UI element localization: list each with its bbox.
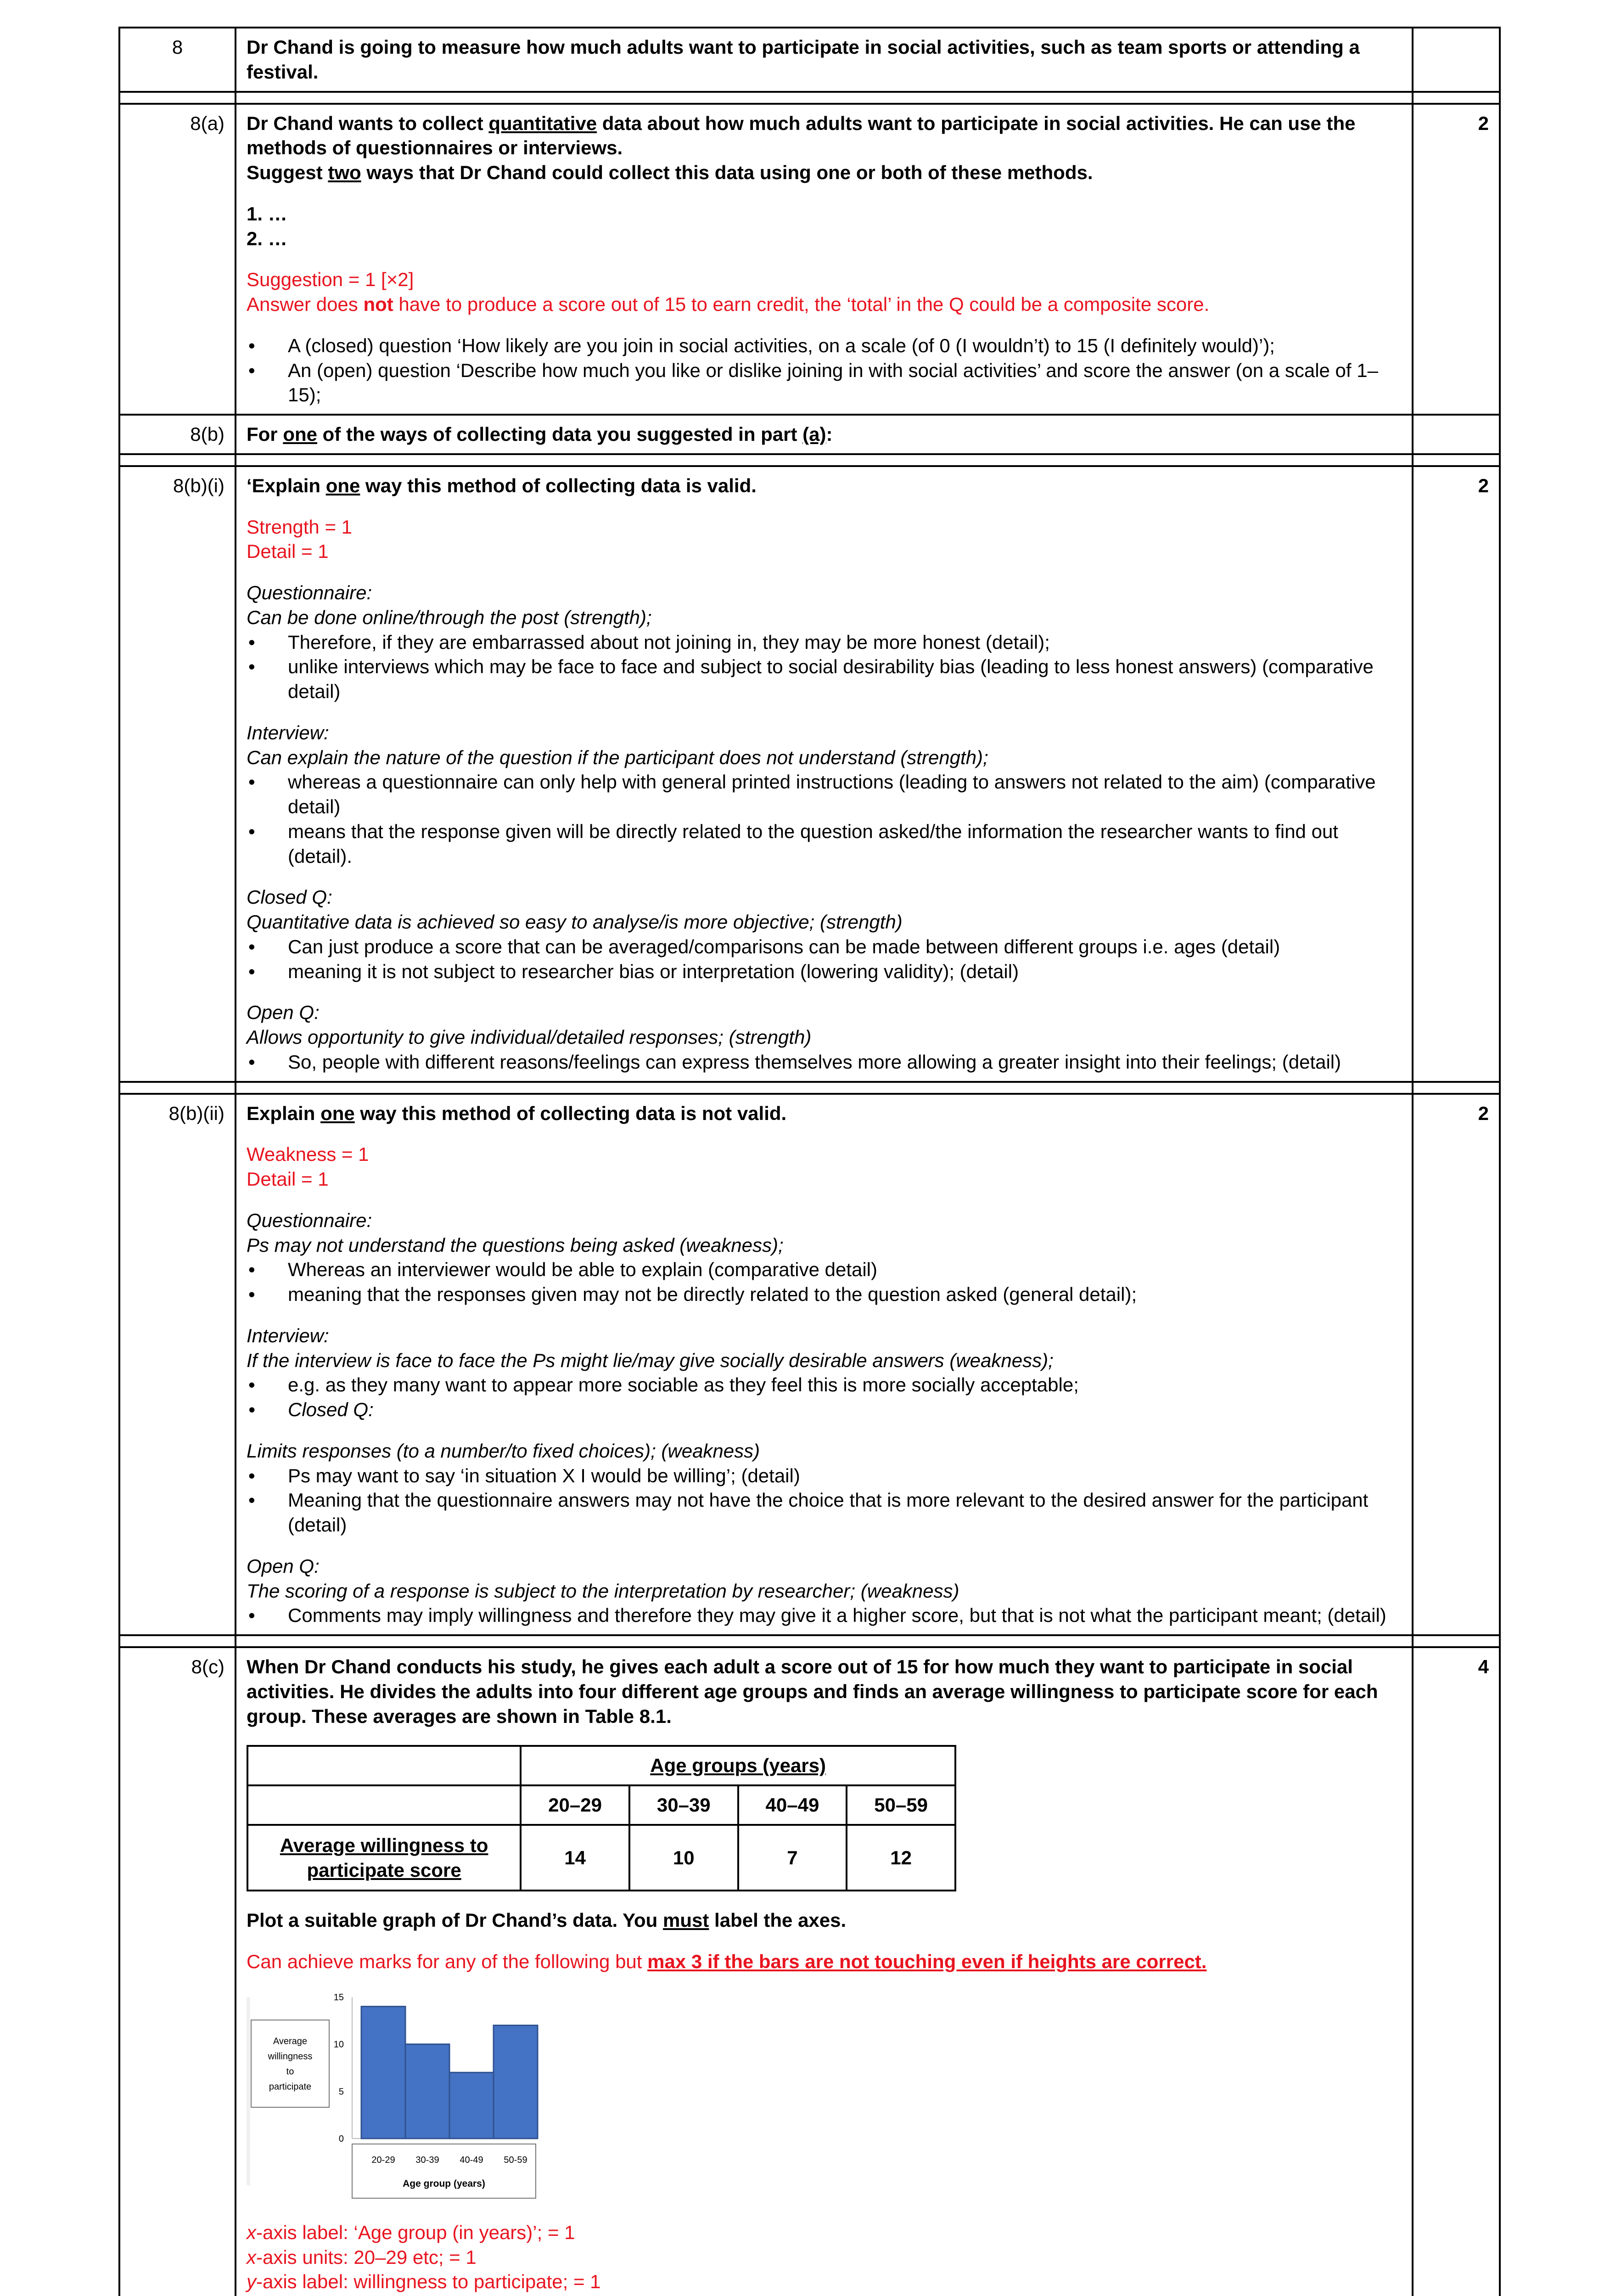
bar-20-29: [361, 2006, 405, 2138]
mark-allocation: Weakness = 1: [247, 1143, 369, 1165]
question-number: 8(c): [119, 1647, 236, 2296]
list-item: • Ps may want to say ‘in situation X I would be willing’; (detail): [247, 1463, 1402, 1488]
question-number: 8(a): [119, 104, 236, 415]
list-item: • e.g. as they many want to appear more sociable as they feel this is more socially acceptable;: [247, 1373, 1402, 1397]
question-instruction: [247, 1908, 1402, 1933]
question-text: [236, 415, 1413, 454]
table-cell: 7: [738, 1825, 847, 1891]
table-header-cell: 20–29: [521, 1785, 629, 1825]
row-spacer: [119, 1635, 1500, 1647]
y-axis-label-line: to: [286, 2066, 294, 2077]
table-row: [247, 1785, 955, 1825]
table-header-cell: 40–49: [738, 1785, 847, 1825]
mark-allocation: Detail = 1: [247, 540, 329, 563]
list-item: • So, people with different reasons/feelings can express themselves more allowing a greater insight into their feelings; (detail): [247, 1050, 1402, 1075]
examiner-note: [247, 292, 1402, 317]
row-q8b: [119, 415, 1500, 454]
y-axis-ticks: [334, 1992, 344, 2144]
answer-bullets: [247, 770, 1402, 868]
question-instruction: [247, 160, 1402, 185]
section-heading: Interview:: [247, 1324, 329, 1346]
question-text: [247, 473, 1402, 498]
chart-shadow: [247, 1997, 250, 2185]
table-cell-empty: [247, 1746, 521, 1785]
text-span: max 3 if the bars are not touching even if heights are correct.: [647, 1951, 1207, 1972]
text-span: one: [325, 474, 360, 496]
y-tick-label: 0: [338, 2133, 344, 2144]
question-text: [247, 1101, 1402, 1126]
text-span: Dr Chand wants to collect: [247, 112, 489, 134]
table-cell: 14: [521, 1825, 629, 1891]
question-text: Dr Chand is going to measure how much adults want to participate in social activities, such as team sports or attending a festival.: [236, 28, 1413, 92]
mark-scheme-table: [118, 27, 1501, 2296]
answer-bullets: [247, 333, 1402, 407]
row-spacer: [119, 454, 1500, 466]
row-q8bi: [119, 466, 1500, 1082]
y-axis-label-line: Average: [273, 2036, 308, 2047]
y-tick-label: 5: [338, 2087, 344, 2097]
text-span: Plot a suitable graph of Dr Chand’s data. You: [247, 1909, 663, 1931]
text-span: way this method of collecting data is valid.: [360, 474, 757, 496]
list-item: • whereas a questionnaire can only help with general printed instructions (leading to answers not related to the aim) (comparative detail): [247, 770, 1402, 819]
list-item: 2. …: [247, 227, 287, 249]
x-tick-label: 40-49: [460, 2155, 483, 2165]
mark-allocation: Strength = 1: [247, 516, 352, 538]
marks-cell: [1413, 28, 1500, 92]
criterion: [247, 2245, 1402, 2270]
mark-allocation: Detail = 1: [247, 1168, 329, 1190]
criterion: [247, 2294, 1402, 2296]
section-heading: Open Q:: [247, 1002, 320, 1024]
bars-group: [361, 2006, 538, 2138]
criteria-list: [247, 2220, 1402, 2296]
answer-cell: [236, 466, 1413, 1082]
row-q8c: [119, 1647, 1500, 2296]
marks-cell: 4: [1413, 1647, 1500, 2296]
answer-bullets: [247, 934, 1402, 984]
examiner-note: [247, 1949, 1402, 1974]
table-row: [247, 1746, 955, 1785]
answer-cell: [236, 1094, 1413, 1636]
mark-scheme-page: [118, 27, 1501, 2296]
text-span: Explain: [247, 1102, 321, 1124]
answer-bullets: [247, 1463, 1402, 1537]
y-axis-label-box: [251, 2020, 329, 2107]
axis-letter: x: [247, 2246, 256, 2268]
y-tick-label: 15: [333, 1992, 344, 2003]
question-number: 8(b)(i): [119, 466, 236, 1082]
table-cell: 10: [629, 1825, 738, 1891]
row-q8a: [119, 104, 1500, 415]
text-span: way this method of collecting data is not valid.: [354, 1102, 787, 1124]
text-span: (a): [802, 423, 826, 445]
x-axis-label: Age group (years): [403, 2178, 485, 2189]
text-span: Answer does: [247, 293, 364, 315]
bar-30-39: [405, 2044, 449, 2138]
list-item: • An (open) question ‘Describe how much you like or dislike joining in with social activities’ and score the answer (on a scale of 1–15);: [247, 358, 1402, 408]
text-span: of the ways of collecting data you suggested in part: [317, 423, 803, 445]
row-q8bii: [119, 1094, 1500, 1636]
answer-bullets: [247, 1603, 1402, 1628]
x-tick-label: 50-59: [504, 2155, 527, 2165]
list-item: 1. …: [247, 203, 287, 225]
answer-cell: [236, 1647, 1413, 2296]
text-span: have to produce a score out of 15 to earn credit, the ‘total’ in the Q could be a composite score.: [393, 293, 1210, 315]
text-span: must: [663, 1909, 709, 1931]
answer-point: Limits responses (to a number/to fixed choices); (weakness): [247, 1440, 760, 1462]
row-spacer: [119, 1082, 1500, 1094]
text-span: one: [320, 1102, 355, 1124]
list-item: • means that the response given will be directly related to the question asked/the information the researcher wants to find out (detail).: [247, 819, 1402, 869]
question-number: 8(b)(ii): [119, 1094, 236, 1636]
answer-bullets: [247, 630, 1402, 704]
text-span: For: [247, 423, 283, 445]
mark-allocation: Suggestion = 1 [×2]: [247, 269, 414, 291]
y-axis-label-line: participate: [269, 2082, 312, 2092]
question-text: When Dr Chand conducts his study, he gives each adult a score out of 15 for how much they want to participate in social activities. He divides the adults into four different age groups and finds an average willingness to participate score for each group. These averages are shown in Table 8.1.: [247, 1656, 1378, 1727]
text-span: not: [363, 293, 393, 315]
x-tick-label: 20-29: [371, 2155, 395, 2165]
text-span: one: [283, 423, 317, 445]
question-number: 8: [119, 28, 236, 92]
table-cell: 12: [847, 1825, 955, 1891]
axis-letter: x: [247, 2221, 256, 2243]
text-span: ‘Explain: [247, 474, 326, 496]
bar-40-49: [449, 2072, 494, 2138]
section-heading: Closed Q:: [247, 886, 332, 908]
list-item: • meaning that the responses given may not be directly related to the question asked (general detail);: [247, 1282, 1402, 1307]
table-group-header: Age groups (years): [521, 1746, 955, 1785]
row-q8: [119, 28, 1500, 92]
section-heading: Questionnaire:: [247, 582, 372, 603]
text-span: data about how much adults want to participate in social activities. He can use the methods of questionnaires or interviews.: [247, 112, 1356, 159]
marks-cell: 2: [1413, 104, 1500, 415]
text-span: Suggest: [247, 162, 328, 183]
bar-50-59: [494, 2025, 538, 2138]
list-item: • Can just produce a score that can be averaged/comparisons can be made between different groups i.e. ages (detail): [247, 934, 1402, 959]
criterion: [247, 2269, 1402, 2294]
answer-point: Can explain the nature of the question if the participant does not understand (strength);: [247, 746, 988, 768]
marks-cell: [1413, 415, 1500, 454]
x-tick-label: 30-39: [415, 2155, 439, 2165]
row-spacer: [119, 92, 1500, 104]
text-span: Can achieve marks for any of the following but: [247, 1951, 648, 1972]
marks-cell: 2: [1413, 466, 1500, 1082]
answer-point: The scoring of a response is subject to the interpretation by researcher; (weakness): [247, 1580, 959, 1602]
criterion-text: -axis label: willingness to participate; = 1: [256, 2271, 601, 2293]
section-heading: Interview:: [247, 721, 329, 743]
answer-point: Quantitative data is achieved so easy to analyse/is more objective; (strength): [247, 911, 903, 933]
data-table: [247, 1745, 956, 1891]
answer-point: Ps may not understand the questions being asked (weakness);: [247, 1234, 784, 1256]
criterion-text: -axis units: 20–29 etc; = 1: [256, 2246, 477, 2268]
bar-chart: [247, 1988, 540, 2204]
text-span: ways that Dr Chand could collect this data using one or both of these methods.: [361, 162, 1093, 183]
table-header-cell: 50–59: [847, 1785, 955, 1825]
text-span: quantitative: [488, 112, 597, 134]
answer-point: If the interview is face to face the Ps might lie/may give socially desirable answers (weakness);: [247, 1349, 1054, 1371]
axis-letter: y: [247, 2271, 256, 2293]
list-item: • Therefore, if they are embarrassed about not joining in, they may be more honest (detail);: [247, 630, 1402, 655]
criterion: [247, 2220, 1402, 2245]
x-axis-label-box: [352, 2144, 536, 2198]
table-row-label: Average willingness to participate score: [247, 1825, 521, 1891]
list-item: • Whereas an interviewer would be able to explain (comparative detail): [247, 1257, 1402, 1282]
question-number: 8(b): [119, 415, 236, 454]
table-cell-empty: [247, 1785, 521, 1825]
list-item: • A (closed) question ‘How likely are you join in social activities, on a scale (of 0 (I wouldn’t) to 15 (I definitely would)’);: [247, 333, 1402, 358]
y-axis-label-line: willingness: [268, 2051, 313, 2062]
section-heading: Open Q:: [247, 1555, 320, 1577]
list-item: • Meaning that the questionnaire answers may not have the choice that is more relevant to the desired answer for the participant (detail): [247, 1488, 1402, 1537]
answer-bullets: [247, 1373, 1402, 1422]
list-item: • meaning it is not subject to researcher bias or interpretation (lowering validity); (detail): [247, 959, 1402, 984]
text-span: label the axes.: [709, 1909, 847, 1931]
answer-point: Allows opportunity to give individual/detailed responses; (strength): [247, 1026, 812, 1048]
list-item: • unlike interviews which may be face to face and subject to social desirability bias (leading to less honest answers) (comparative detail): [247, 654, 1402, 704]
text-span: two: [328, 162, 361, 183]
table-row: [247, 1825, 955, 1891]
answer-bullets: [247, 1050, 1402, 1075]
section-heading: Questionnaire:: [247, 1209, 372, 1231]
list-item: • Closed Q:: [247, 1397, 1402, 1422]
criterion-text: -axis label: ‘Age group (in years)’; = 1: [256, 2221, 575, 2243]
answer-cell: [236, 104, 1413, 415]
question-text: [247, 111, 1402, 161]
y-tick-label: 10: [333, 2039, 344, 2050]
answer-bullets: [247, 1257, 1402, 1307]
list-item: • Comments may imply willingness and therefore they may give it a higher score, but that is not what the participant meant; (detail): [247, 1603, 1402, 1628]
table-header-cell: 30–39: [629, 1785, 738, 1825]
text-span: :: [826, 423, 833, 445]
marks-cell: 2: [1413, 1094, 1500, 1636]
answer-point: Can be done online/through the post (strength);: [247, 606, 652, 628]
